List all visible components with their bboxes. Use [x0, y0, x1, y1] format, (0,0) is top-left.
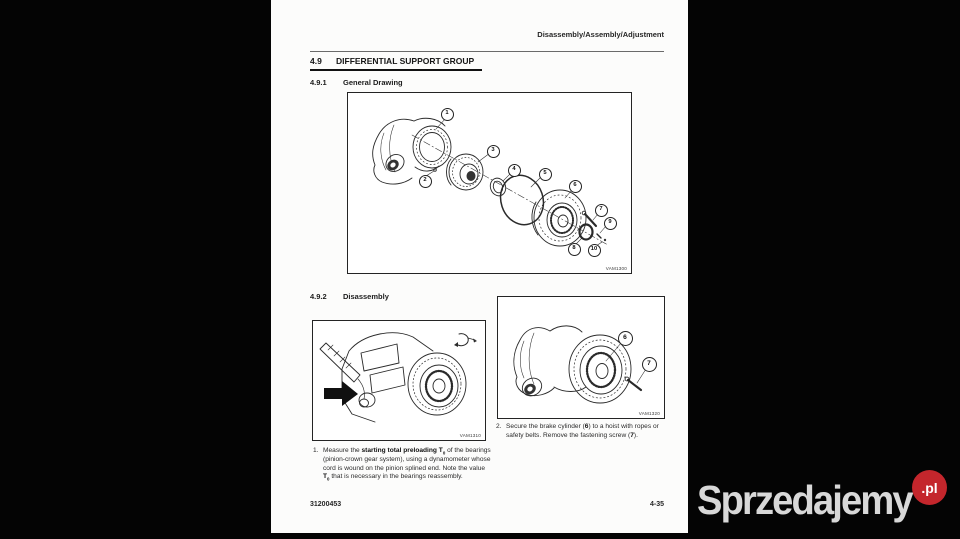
step-2: [496, 423, 670, 440]
pl-badge: .pl: [912, 470, 947, 505]
section-number: 4.9: [310, 56, 322, 66]
page-header: Disassembly/Assembly/Adjustment: [537, 30, 664, 39]
callout-1: 1: [441, 108, 454, 121]
manual-page: [271, 0, 688, 533]
brake-cylinder-drawing: [498, 297, 664, 418]
watermark-text: Sprzedajemy: [697, 477, 912, 523]
watermark-logo: [695, 468, 955, 532]
subsection-general-drawing: 4.9.1 General Drawing: [310, 78, 403, 87]
callout-9: 9: [604, 217, 617, 230]
step-text: Secure the brake cylinder (6) to a hoist with ropes or safety belts. Remove the fastening screw (7).: [506, 423, 659, 439]
callout-5: 5: [539, 168, 552, 181]
footer-page-number: 4-35: [649, 501, 664, 508]
callout-2: 2: [419, 175, 432, 188]
figure-preload-measurement: [312, 320, 486, 441]
section-underline: [310, 69, 482, 72]
callout-8: 8: [568, 243, 581, 256]
section-heading: [310, 56, 474, 66]
callout-4: 4: [508, 164, 521, 177]
callout-6: 6: [569, 180, 582, 193]
figure-general-drawing: [347, 92, 632, 274]
differential-preload-drawing: [313, 321, 485, 440]
callout-10: 10: [588, 244, 601, 257]
step-text: Measure the starting total preloading $T_0$ of the bearings (pinion-crown gear system), using a dynamometer whose cord is wound on the pinion splined end. Note the value $T_0$ that is necessary in the bearings reassembly.: [323, 447, 491, 482]
figure-brake-cylinder: [497, 296, 665, 419]
callout-7: 7: [595, 204, 608, 217]
step-number: 2.: [496, 423, 502, 430]
figure-label: VAM1300: [605, 266, 627, 271]
section-title: DIFFERENTIAL SUPPORT GROUP: [336, 56, 475, 66]
figure-label: VAM1320: [638, 411, 660, 416]
footer-doc-number: 31200453: [310, 501, 342, 508]
header-rule: [310, 51, 664, 52]
step-number: 1.: [313, 447, 319, 454]
step-1: [313, 447, 491, 482]
direction-arrow-icon: [324, 381, 358, 406]
callout-6: 6: [618, 331, 633, 346]
figure-label: VAM1310: [459, 433, 481, 438]
page-footer: [310, 501, 664, 508]
callout-3: 3: [487, 145, 500, 158]
rotation-arrow-icon: [454, 334, 477, 347]
callout-7: 7: [642, 357, 657, 372]
subsection-disassembly: 4.9.2 Disassembly: [310, 292, 389, 301]
